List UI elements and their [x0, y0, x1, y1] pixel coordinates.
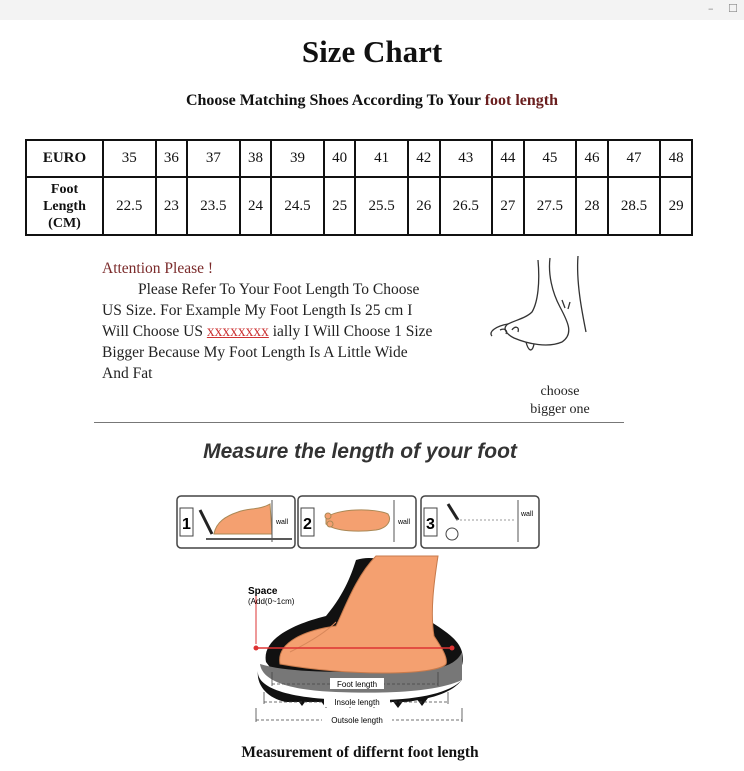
foot-length-cell: 24 [240, 177, 272, 235]
foot-length-cell: 26.5 [440, 177, 493, 235]
step-number: 2 [303, 516, 312, 533]
foot-header-line1: Foot [50, 181, 79, 197]
foot-header-line2: Length [43, 198, 86, 214]
foot-length-label: Foot length [336, 680, 378, 689]
foot-length-cell: 25.5 [355, 177, 408, 235]
step-3 [421, 496, 539, 548]
attention-text: Will Choose US [102, 323, 207, 340]
euro-size-cell: 42 [408, 140, 440, 177]
step-1 [177, 496, 295, 548]
foot-length-cell: 27.5 [524, 177, 577, 235]
choose-note-line2: bigger one [530, 402, 590, 417]
foot-length-cell: 28.5 [608, 177, 661, 235]
foot-length-cell: 22.5 [103, 177, 156, 235]
attention-line: Please Refer To Your Foot Length To Choose [138, 281, 420, 298]
euro-size-cell: 36 [156, 140, 188, 177]
outsole-length-label: Outsole length [331, 716, 383, 725]
minimize-icon[interactable]: – [708, 2, 714, 15]
euro-size-cell: 39 [271, 140, 324, 177]
attention-line [102, 321, 492, 342]
euro-size-cell: 47 [608, 140, 661, 177]
space-sublabel: (Add(0~1cm) [248, 597, 295, 606]
foot-length-cell: 24.5 [271, 177, 324, 235]
foot-length-cell: 23 [156, 177, 188, 235]
foot-length-cell: 23.5 [187, 177, 240, 235]
euro-header: EURO [26, 140, 103, 177]
foot-length-cell: 29 [660, 177, 692, 235]
divider [94, 422, 624, 423]
step-2 [298, 496, 416, 548]
step-number: 3 [426, 516, 435, 533]
foot-length-cell: 25 [324, 177, 356, 235]
choose-bigger-note [520, 383, 600, 419]
measure-heading: Measure the length of your foot [203, 440, 517, 463]
wall-label: wall [521, 511, 534, 518]
subtitle-text: Choose Matching Shoes According To Your [185, 92, 485, 109]
attention-note [102, 258, 492, 384]
euro-size-cell: 37 [187, 140, 240, 177]
subtitle-highlight: foot length [484, 92, 559, 109]
page-title: Size Chart [301, 34, 443, 69]
attention-line: US Size. For Example My Foot Length Is 25 cm I [102, 302, 413, 319]
attention-line: Bigger Because My Foot Length Is A Little Wide [102, 344, 408, 361]
space-label: Space [248, 586, 278, 597]
attention-line: And Fat [102, 365, 153, 382]
attention-text: ially I Will Choose 1 Size [268, 323, 433, 340]
foot-sketch-image [482, 252, 602, 362]
euro-size-cell: 48 [660, 140, 692, 177]
wall-label: wall [276, 519, 289, 526]
window-titlebar [0, 0, 744, 20]
euro-row [26, 140, 692, 177]
masked-size: xxxxxxxx [206, 323, 269, 340]
euro-size-cell: 35 [103, 140, 156, 177]
foot-length-cell: 27 [492, 177, 524, 235]
page-subtitle [0, 92, 744, 110]
size-table [25, 139, 693, 236]
insole-length-label: Insole length [334, 698, 380, 707]
foot-length-cell: 26 [408, 177, 440, 235]
euro-size-cell: 38 [240, 140, 272, 177]
euro-size-cell: 40 [324, 140, 356, 177]
foot-length-cell: 28 [576, 177, 608, 235]
maximize-icon[interactable]: ☐ [728, 2, 738, 15]
foot-length-header [26, 177, 103, 235]
step-number: 1 [182, 516, 191, 533]
choose-note-line1: choose [540, 384, 580, 399]
euro-size-cell: 44 [492, 140, 524, 177]
euro-size-cell: 46 [576, 140, 608, 177]
foot-length-row [26, 177, 692, 235]
euro-size-cell: 43 [440, 140, 493, 177]
measure-steps-illustration [176, 494, 542, 550]
diagram-caption: Measurement of differnt foot length [241, 744, 479, 761]
foot-header-line3: (CM) [48, 215, 81, 231]
euro-size-cell: 41 [355, 140, 408, 177]
attention-heading: Attention Please ! [102, 260, 214, 277]
euro-size-cell: 45 [524, 140, 577, 177]
wall-label: wall [398, 519, 411, 526]
shoe-measurement-diagram [226, 552, 488, 732]
